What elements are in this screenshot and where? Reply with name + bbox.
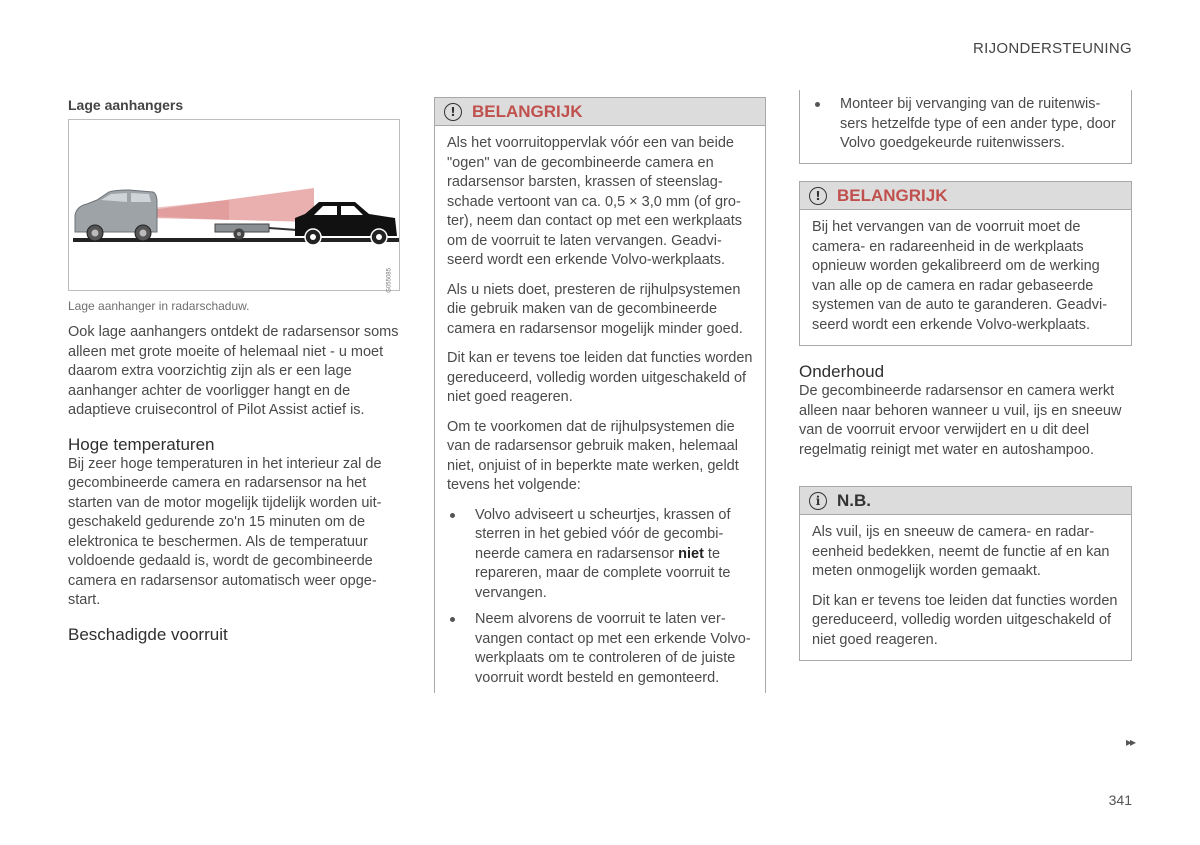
important-title-2: BELANGRIJK	[837, 185, 948, 205]
bullet-text: Volvo adviseert u scheurtjes, krassen of sterren in het gebied vóór de gecombineerde camera en radarsensor	[475, 506, 731, 562]
figure-code: G055085	[387, 268, 393, 293]
bullet-emphasis: niet	[678, 545, 704, 562]
note-box-header	[800, 487, 1131, 515]
illustration-svg	[69, 120, 399, 290]
paragraph-low-trailers: Ook lage aanhangers ontdekt de radarsensor soms alleen met grote moeite of helemaal niet - u moet daarom extra voorzichtig zijn als er een lage aanhanger achter de voorligger hangt en de adaptieve cruisecontrol of Pilot Assist actief is.	[68, 324, 399, 418]
note-paragraph-2: Dit kan er tevens toe leiden dat functies worden gereduceerd, volledig worden uitgeschakeld of niet goed reageren.	[812, 592, 1118, 648]
important-box-body	[434, 126, 766, 693]
list-item	[447, 506, 753, 604]
column-middle	[434, 97, 766, 693]
heading-high-temperatures: Hoge temperaturen	[68, 434, 215, 454]
low-trailer-illustration	[215, 224, 297, 240]
exclamation-circle-icon: !	[809, 187, 827, 205]
important-paragraph-1: Als het voorruitoppervlak vóór een van beide "ogen" van de gecombineerde camera en radarsensor barsten, krassen of steenslagschade vertoont van ca. 0,5 × 3,0 mm (of groter), neem dan contact op met een werkplaats om de voorruit te laten vervangen. Geadviseerd wordt een erkende Volvo-werkplaats.	[447, 135, 742, 268]
important-box-2	[799, 181, 1132, 346]
paragraph-high-temperatures: Bij zeer hoge temperaturen in het interieur zal de gecombineerde camera en radarsensor na het starten van de motor mogelijk tijdelijk worden uitgeschakeld gedurende zo'n 15 minuten om de elektronica te beschermen. Als de temperatuur voldoende gedaald is, wordt de gecombineerde camera en radarsensor automatisch weer opgestart.	[68, 455, 382, 608]
note-box-body	[800, 515, 1131, 660]
heading-maintenance: Onderhoud	[799, 362, 885, 381]
important-box-2-body	[800, 210, 1131, 345]
paragraph-maintenance: De gecombineerde radarsensor en camera werkt alleen naar behoren wanneer u vuil, ijs en sneeuw van de voorruit ervoor verwijdert en u dit deel regelmatig reinigt met water en autoshampoo.	[799, 383, 1122, 458]
important-paragraph-2: Als u niets doet, presteren de rijhulpsystemen die gebruik maken van de gecombineerde camera en radarsensor mogelijk minder goed.	[447, 281, 743, 337]
note-paragraph-1: Als vuil, ijs en sneeuw de camera- en radareenheid bedekken, neemt de functie af en kan meten onmogelijk worden gemaakt.	[812, 524, 1110, 579]
continue-arrows-icon: ▸▸	[1125, 735, 1134, 749]
continued-bullet-list	[812, 95, 1119, 154]
important-paragraph-3: Dit kan er tevens toe leiden dat functies worden gereduceerd, volledig worden uitgeschakeld of niet goed reageren.	[447, 350, 753, 405]
important-box-2-header	[800, 182, 1131, 210]
figure-caption: Lage aanhanger in radarschaduw.	[68, 299, 250, 313]
exclamation-circle-icon: !	[444, 103, 462, 121]
subheading-low-trailers: Lage aanhangers	[68, 97, 184, 113]
important-bullet-list	[447, 506, 753, 689]
suv-illustration	[75, 190, 157, 241]
important-2-paragraph: Bij het vervangen van de voorruit moet de camera- en radareenheid in de werkplaats opnieuw worden gekalibreerd om de werking van alle op de camera en radar gebaseerde systemen van de auto te garanderen. Geadviseerd wordt een erkende Volvo-werkplaats.	[812, 219, 1108, 333]
column-left	[68, 97, 400, 645]
important-paragraph-4: Om te voorkomen dat de rijhulpsystemen die van de radarsensor gebruik maken, helemaal niet, onjuist of in beperkte mate werken, geldt tevens het volgende:	[447, 418, 739, 493]
info-circle-icon: i	[809, 492, 827, 510]
column-right	[799, 90, 1132, 661]
figure-radar-shadow	[68, 119, 400, 291]
important-box-header	[434, 97, 766, 126]
page-number: 341	[1108, 792, 1132, 808]
note-box	[799, 486, 1132, 661]
bullet-text: te repareren, maar de complete voorruit te vervangen.	[475, 545, 731, 601]
section-title: RIJONDERSTEUNING	[973, 40, 1132, 57]
note-title: N.B.	[837, 490, 871, 510]
heading-damaged-windscreen: Beschadigde voorruit	[68, 624, 228, 644]
list-item: Monteer bij vervanging van de ruitenwissers hetzelfde type of een ander type, door Volvo goedgekeurde ruitenwissers.	[812, 95, 1119, 154]
continued-box	[799, 90, 1132, 164]
important-title: BELANGRIJK	[472, 101, 583, 121]
list-item: Neem alvorens de voorruit te laten vervangen contact op met een erkende Volvo-werkplaats om te controleren of de juiste voorruit wordt besteld en gemonteerd.	[447, 610, 753, 688]
